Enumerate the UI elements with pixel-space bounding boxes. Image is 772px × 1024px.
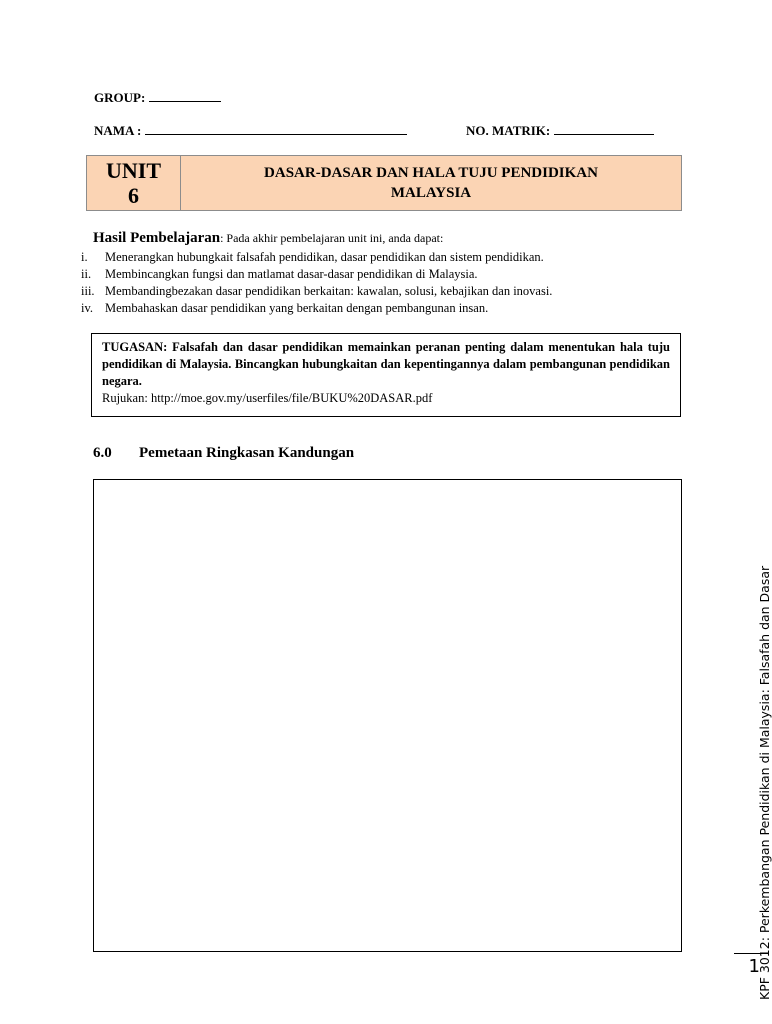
section-heading (93, 445, 354, 462)
unit-number: 6 (128, 183, 139, 208)
list-item (81, 249, 683, 266)
learning-outcomes (81, 229, 683, 317)
list-item-text: Membandingbezakan dasar pendidikan berkaitan: kawalan, solusi, kebajikan dan inovasi. (105, 284, 553, 298)
learning-outcomes-heading: Hasil Pembelajaran (93, 230, 221, 246)
matrik-label: NO. MATRIK: (466, 123, 551, 138)
section-number: 6.0 (93, 445, 112, 461)
outcomes-list (81, 249, 683, 317)
matrik-field (466, 122, 654, 139)
list-item-text: Menerangkan hubungkait falsafah pendidikan, dasar pendidikan dan sistem pendidikan. (105, 250, 544, 264)
content-map-answer-box[interactable] (93, 479, 682, 952)
list-item-text: Membahaskan dasar pendidikan yang berkaitan dengan pembangunan insan. (105, 301, 489, 315)
course-sidebar-text: KPF 3012: Perkembangan Pendidikan di Malaysia: Falsafah dan Dasar (757, 565, 772, 1000)
task-box (91, 333, 681, 417)
list-item-number: i. (81, 250, 88, 264)
section-title: Pemetaan Ringkasan Kandungan (139, 445, 355, 461)
list-item-number: iii. (81, 284, 95, 298)
unit-title (181, 156, 681, 210)
list-item (81, 266, 683, 283)
group-label: GROUP: (94, 90, 146, 105)
unit-header-box (86, 155, 682, 211)
nama-blank-line[interactable] (145, 122, 407, 135)
group-blank-line[interactable] (149, 89, 221, 102)
page-number: 1 (734, 953, 768, 977)
learning-outcomes-intro: : Pada akhir pembelajaran unit ini, anda dapat: (220, 231, 444, 245)
unit-number-cell (87, 156, 181, 210)
list-item-text: Membincangkan fungsi dan matlamat dasar-dasar pendidikan di Malaysia. (105, 267, 478, 281)
nama-field (94, 122, 407, 139)
matrik-blank-line[interactable] (554, 122, 654, 135)
group-field (94, 89, 221, 106)
list-item-number: ii. (81, 267, 92, 281)
nama-label: NAMA : (94, 123, 142, 138)
task-text: TUGASAN: Falsafah dan dasar pendidikan memainkan peranan penting dalam menentukan hala tuju pendidikan di Malaysia. Bincangkan hubungkaitan dan kepentingannya dalam pembangunan pendidikan negara. (102, 340, 670, 388)
task-reference-link[interactable]: Rujukan: http://moe.gov.my/userfiles/file/BUKU%20DASAR.pdf (102, 391, 433, 405)
list-item-number: iv. (81, 301, 94, 315)
unit-title-line1: DASAR-DASAR DAN HALA TUJU PENDIDIKAN (264, 165, 598, 181)
unit-title-line2: MALAYSIA (390, 185, 472, 201)
unit-label: UNIT (105, 158, 161, 183)
list-item (81, 283, 683, 300)
list-item (81, 300, 683, 317)
